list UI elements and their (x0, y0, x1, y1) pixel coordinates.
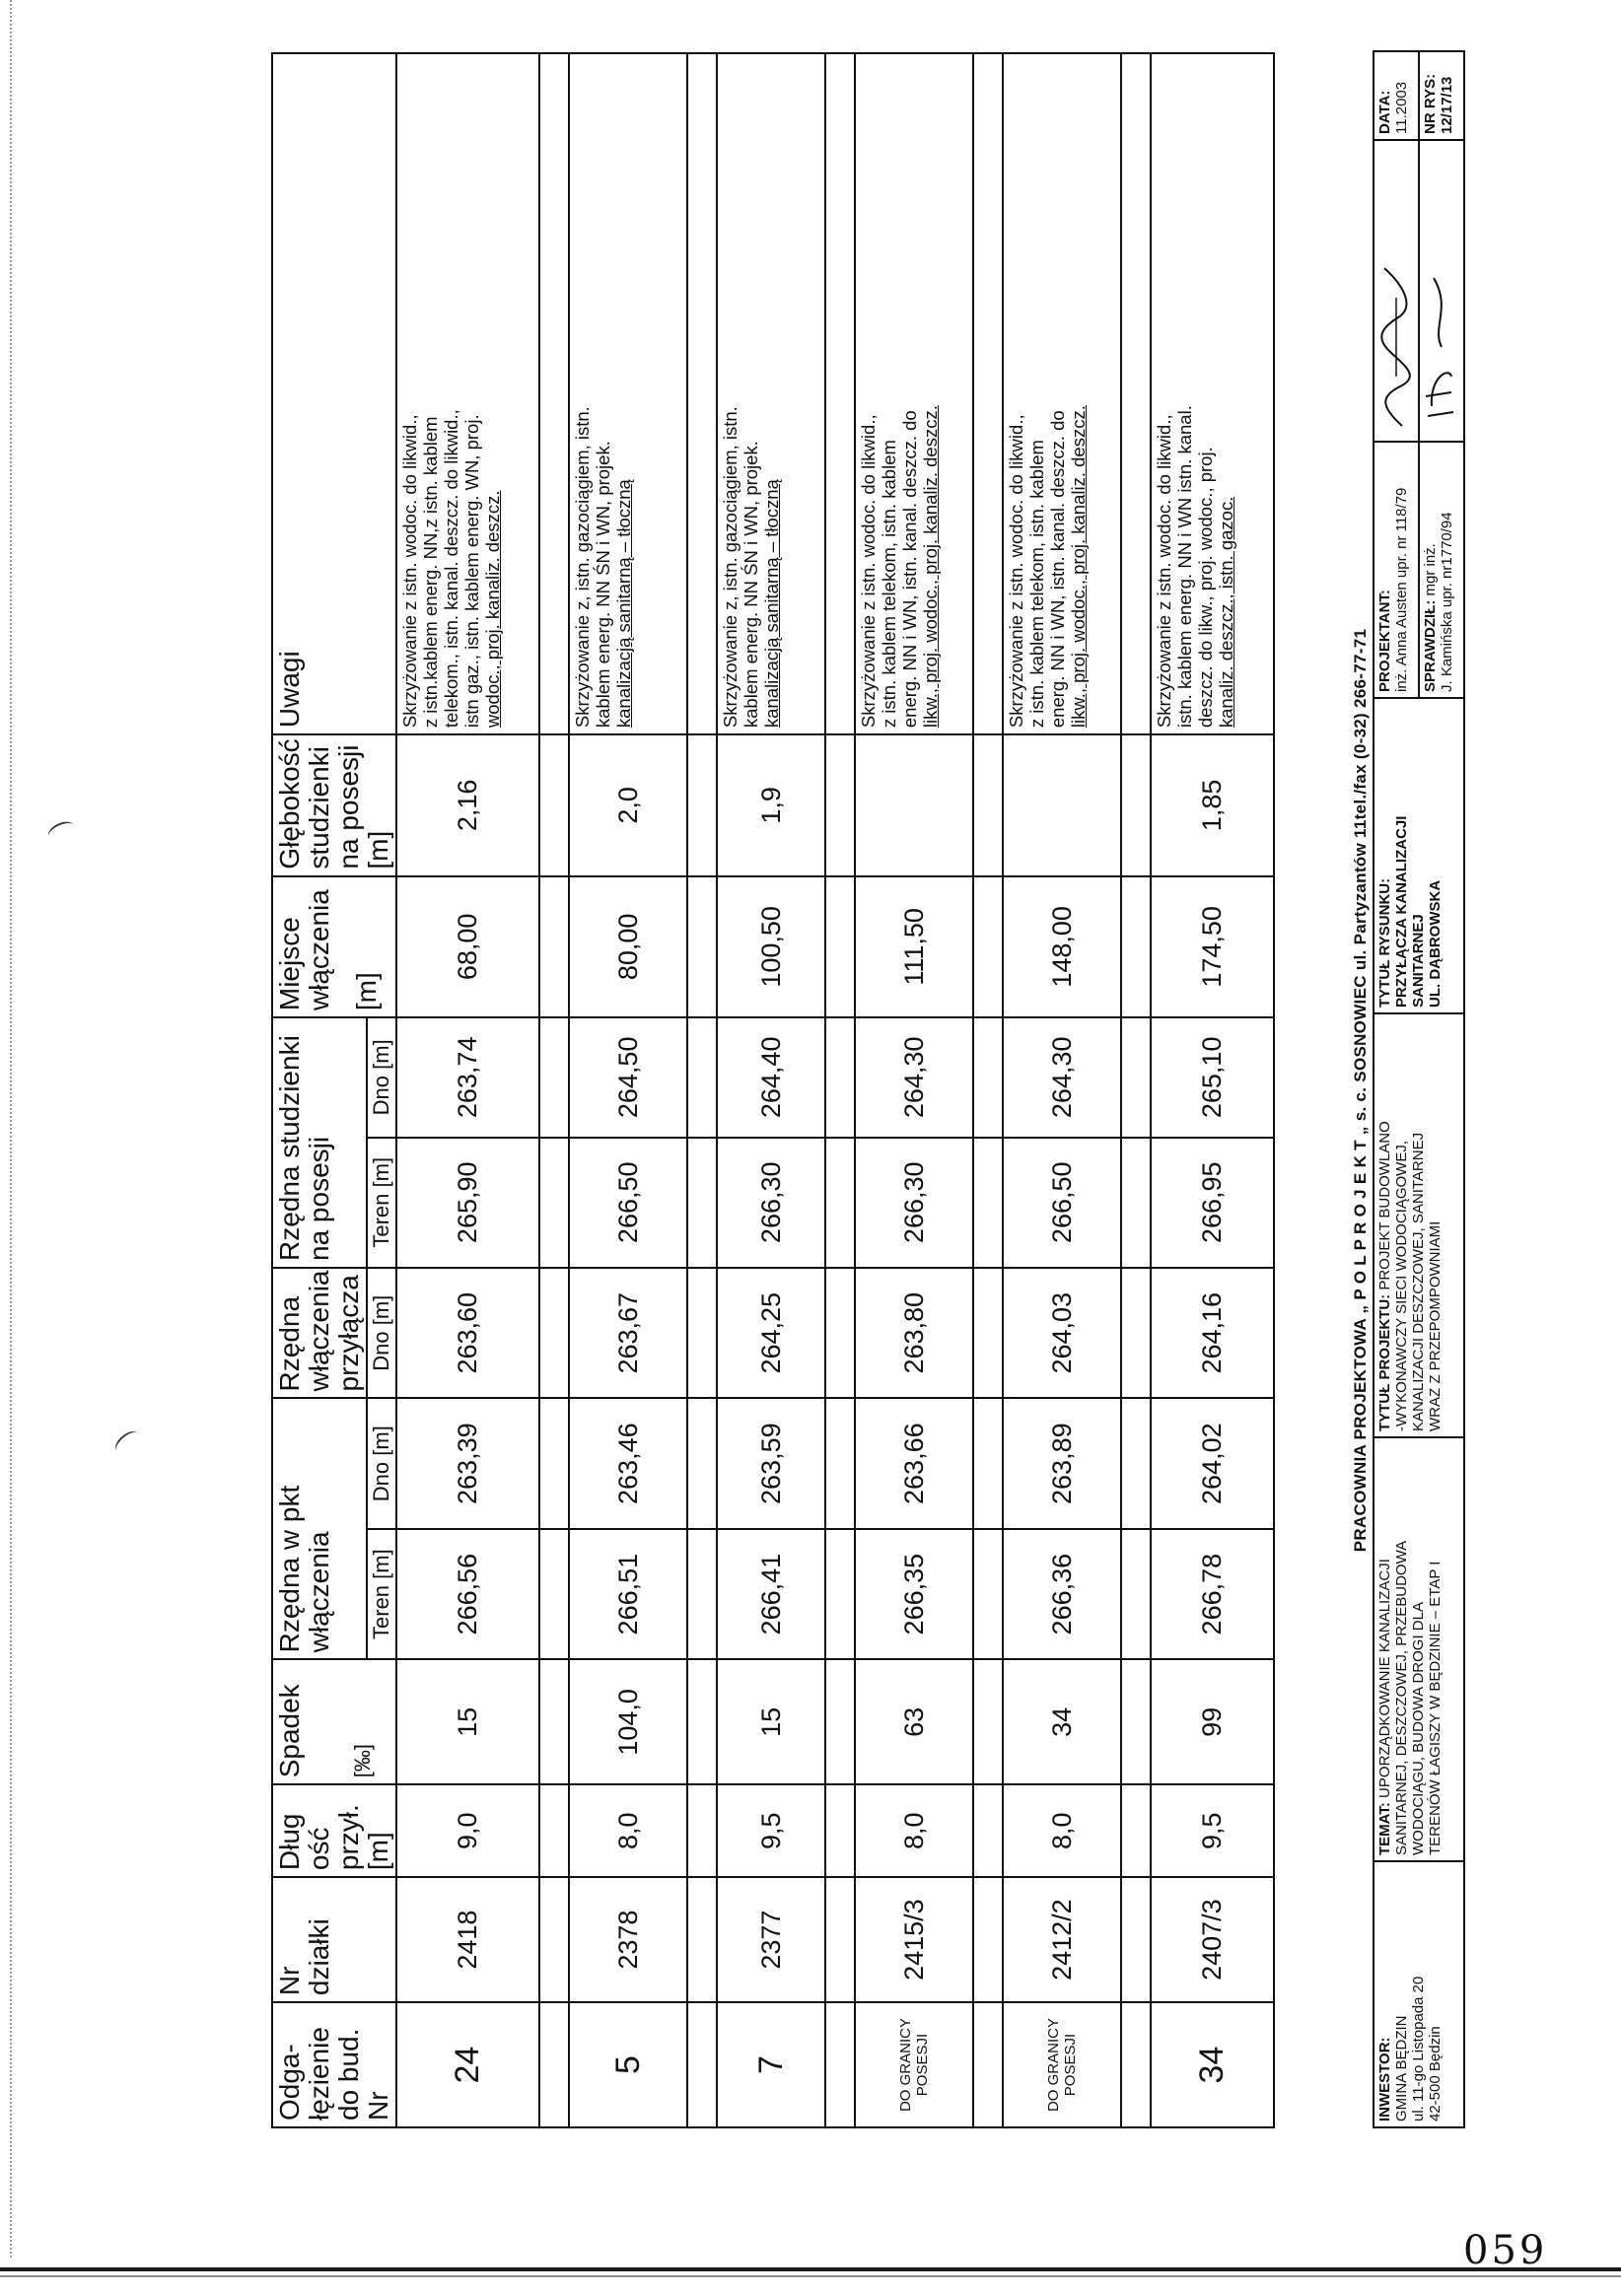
cell-miejsce: 174,50 (1151, 876, 1274, 1018)
cell-uwagi (1003, 53, 1121, 734)
cell-dlugosc: 9,5 (1151, 1784, 1274, 1877)
designer-signature-cell (1374, 140, 1419, 442)
cell-miejsce: 111,50 (855, 876, 973, 1018)
cell-glebokosc: 2,0 (569, 734, 687, 876)
title-block-row (1374, 51, 1419, 2127)
cell-teren-pkt: 266,78 (1151, 1529, 1274, 1659)
row-divider (539, 53, 569, 2127)
cell-teren-studzienki: 266,50 (569, 1138, 687, 1268)
designer-signature (1376, 239, 1412, 436)
uwagi-line: kablem energ. NN ŚN i WN, projek. (593, 441, 613, 729)
uwagi-line: energ. NN i WN, istn. kanal. deszcz. do (899, 410, 920, 729)
table-row (855, 53, 973, 2127)
table-row (569, 53, 687, 2127)
cell-nr-dzialki: 2407/3 (1151, 1877, 1274, 2002)
cell-uwagi (569, 53, 687, 734)
cell-dlugosc: 9,5 (717, 1784, 825, 1877)
checker-signature (1422, 239, 1457, 436)
date-value: 11.2003 (1393, 81, 1410, 134)
uwagi-line: likw., proj. wodoc., proj. kanaliz. deszcz. (920, 405, 941, 729)
cell-spadek: 15 (717, 1659, 825, 1784)
cell-dno-pkt: 264,02 (1151, 1398, 1274, 1528)
designer-name: inż. Anna Austen upr. nr 118/79 (1393, 487, 1410, 692)
designer-label: PROJEKTANT: (1376, 590, 1393, 692)
uwagi-line: telekom., istn. kanal. deszcz. do likwid., (441, 409, 461, 729)
uwagi-line: z istn. kablem telekom, istn. kablem (1026, 440, 1047, 729)
cell-uwagi (855, 53, 973, 734)
cell-dno-pkt: 263,89 (1003, 1398, 1121, 1528)
subheader-dno-wlaczenia: Dno [m] (367, 1268, 396, 1398)
cell-spadek: 104,0 (569, 1659, 687, 1784)
uwagi-line: Skrzyżowanie z, istn. gazociągiem, istn. (720, 406, 740, 729)
cell-miejsce: 80,00 (569, 876, 687, 1018)
uwagi-line: Skrzyżowanie z, istn. gazociągiem, istn. (572, 406, 593, 729)
cell-odgalezienie: 34 (1151, 2002, 1274, 2127)
subject-cell (1374, 1437, 1464, 1861)
cell-miejsce: 100,50 (717, 876, 825, 1018)
subheader-teren-pkt: Teren [m] (367, 1529, 396, 1659)
header-rzedna-pkt: Rzędna w pkt włączenia (272, 1398, 367, 1659)
cell-miejsce: 148,00 (1003, 876, 1121, 1018)
table-row (717, 53, 825, 2127)
cell-dno-wlaczenia: 264,03 (1003, 1268, 1121, 1398)
drawing-title-line: UL. DĄBROWSKA (1427, 879, 1444, 1008)
cell-nr-dzialki: 2377 (717, 1877, 825, 2002)
checker-label: SPRAWDZIŁ: (1422, 599, 1439, 692)
subject-line: UPORZĄDKOWANIE KANALIZACJI (1376, 1559, 1393, 1798)
row-divider (825, 53, 855, 2127)
checker-signature-cell (1419, 140, 1464, 442)
cell-spadek: 99 (1151, 1659, 1274, 1784)
uwagi-line: istn gaz., istn. kablem energ. WN, proj. (461, 414, 482, 729)
project-title-line: WRAZ Z PRZEPOMPOWNIAMI (1427, 1220, 1444, 1431)
cell-teren-pkt: 266,36 (1003, 1529, 1121, 1659)
checker-line: J. Kamińska upr. nr1770/94 (1439, 512, 1455, 692)
design-office-line: PRACOWNIA PROJEKTOWA „ P O L P R O J E K T „ s. c. SOSNOWIEC ul. Partyzantów 11tel./fax (0-32) 266-77-71 (1351, 628, 1370, 1553)
cell-teren-studzienki: 266,50 (1003, 1138, 1121, 1268)
cell-dlugosc: 8,0 (855, 1784, 973, 1877)
header-dlugosc: Dług ość przył. [m] (272, 1784, 396, 1877)
row-divider (973, 53, 1003, 2127)
cell-nr-dzialki: 2418 (396, 1877, 539, 2002)
table-row (1003, 53, 1121, 2127)
uwagi-line: energ. NN i WN, istn. kanal. deszcz. do (1047, 410, 1068, 729)
checker-cell (1419, 442, 1464, 698)
drawing-number-cell (1419, 51, 1464, 140)
cell-dno-studzienki: 265,10 (1151, 1017, 1274, 1137)
header-rzedna-wlaczenia: Rzędna włączenia przyłącza (272, 1268, 367, 1398)
cell-glebokosc (1003, 734, 1121, 876)
cell-dno-wlaczenia: 263,67 (569, 1268, 687, 1398)
investor-line: ul. 11-go Listopada 20 (1410, 1976, 1427, 2122)
header-row (272, 53, 367, 2127)
uwagi-line: deszcz. do likw., proj. wodoc., proj. (1195, 447, 1216, 729)
drawing-title-line: SANITARNEJ (1410, 914, 1427, 1008)
cell-teren-studzienki: 265,90 (396, 1138, 539, 1268)
project-title-label: TYTUŁ PROJEKTU: (1376, 1293, 1393, 1431)
cell-odgalezienie: DO GRANICY POSESJI (855, 2002, 973, 2127)
subheader-dno-pkt: Dno [m] (367, 1398, 396, 1528)
uwagi-line: kablem energ. NN ŚN i WN, projek. (740, 441, 761, 729)
uwagi-line: wodoc., proj. kanaliz. deszcz. (482, 490, 503, 729)
uwagi-line: Skrzyżowanie z istn. wodoc. do likwid., (858, 414, 879, 729)
cell-teren-studzienki: 266,30 (717, 1138, 825, 1268)
drawing-number-label: NR RYS: (1422, 73, 1439, 134)
cell-dno-studzienki: 263,74 (396, 1017, 539, 1137)
header-spadek (272, 1659, 396, 1784)
row-divider (1121, 53, 1151, 2127)
cell-dno-studzienki: 264,30 (855, 1017, 973, 1137)
cell-odgalezienie: 24 (396, 2002, 539, 2127)
cell-uwagi (1151, 53, 1274, 734)
cell-glebokosc (855, 734, 973, 876)
project-title-line: PROJEKT BUDOWLANO (1376, 1121, 1393, 1290)
subject-label: TEMAT: (1376, 1802, 1393, 1855)
uwagi-line: Skrzyżowanie z istn. wodoc. do likwid., (1006, 414, 1026, 729)
investor-line: 42-500 Będzin (1427, 2026, 1444, 2122)
investor-line: GMINA BĘDZIN (1393, 2015, 1410, 2122)
date-cell (1374, 51, 1419, 140)
header-spadek-unit: [‰] (350, 1744, 375, 1778)
uwagi-line: istn. kablem energ. NN i WN istn. kanal. (1174, 405, 1195, 729)
connections-table (271, 52, 1275, 2128)
subject-line: SANITARNEJ, DESZCZOWEJ, PRZEBUDOWA (1393, 1540, 1410, 1855)
investor-cell (1374, 1861, 1464, 2127)
cell-dno-pkt: 263,39 (396, 1398, 539, 1528)
cell-uwagi (396, 53, 539, 734)
drawing-title-cell (1374, 698, 1464, 1013)
document-sheet (271, 52, 1504, 2128)
drawing-title-label: TYTUŁ RYSUNKU: (1376, 877, 1393, 1008)
table-row (1151, 53, 1274, 2127)
cell-dno-pkt: 263,46 (569, 1398, 687, 1528)
uwagi-line: z istn.kablem energ. NN,z istn. kablem (420, 416, 441, 729)
cell-dno-wlaczenia: 264,16 (1151, 1268, 1274, 1398)
cell-spadek: 15 (396, 1659, 539, 1784)
cell-teren-studzienki: 266,95 (1151, 1138, 1274, 1268)
uwagi-line: kanalizacją sanitarną – tłoczną (613, 479, 634, 729)
cell-odgalezienie: 5 (569, 2002, 687, 2127)
cell-dlugosc: 8,0 (569, 1784, 687, 1877)
row-divider (687, 53, 717, 2127)
cell-glebokosc: 2,16 (396, 734, 539, 876)
cell-spadek: 63 (855, 1659, 973, 1784)
subheader-teren-studzienki: Teren [m] (367, 1138, 396, 1268)
cell-miejsce: 68,00 (396, 876, 539, 1018)
uwagi-line: z istn. kablem telekom, istn. kablem (879, 440, 899, 729)
drawing-title-line: PRZYŁĄCZA KANALIZACJI (1393, 815, 1410, 1008)
header-miejsce-label: Miejsce włączenia (274, 889, 334, 1011)
header-miejsce (272, 876, 396, 1018)
cell-nr-dzialki: 2412/2 (1003, 1877, 1121, 2002)
title-block (1351, 52, 1465, 2128)
cell-dno-pkt: 263,66 (855, 1398, 973, 1528)
header-uwagi: Uwagi (272, 53, 396, 734)
project-title-cell (1374, 1013, 1464, 1437)
drawing-number-value: 12/17/13 (1439, 76, 1455, 134)
cell-dno-wlaczenia: 264,25 (717, 1268, 825, 1398)
uwagi-line: Skrzyżowanie z istn. wodoc. do likwid., (1154, 414, 1174, 729)
uwagi-line: kanaliz. deszcz., istn. gazoc. (1216, 496, 1236, 729)
checker-line: mgr inż. (1422, 543, 1439, 596)
cell-dno-pkt: 263,59 (717, 1398, 825, 1528)
header-odgalezienie: Odga-łęzienie do bud. Nr (272, 2002, 396, 2127)
designer-cell (1374, 442, 1419, 698)
subheader-dno-studzienki: Dno [m] (367, 1017, 396, 1137)
header-miejsce-unit: [m] (351, 972, 382, 1011)
table-row (396, 53, 539, 2127)
investor-label: INWESTOR: (1376, 2037, 1393, 2122)
cell-teren-pkt: 266,56 (396, 1529, 539, 1659)
title-block-table (1373, 50, 1465, 2128)
cell-glebokosc: 1,85 (1151, 734, 1274, 876)
subject-line: TERENÓW ŁAGISZY W BĘDZINIE – ETAP I (1427, 1561, 1444, 1855)
cell-dno-studzienki: 264,40 (717, 1017, 825, 1137)
subject-line: WODOCIĄGU, BUDOWA DROGI DLA (1410, 1602, 1427, 1855)
cell-dlugosc: 8,0 (1003, 1784, 1121, 1877)
cell-uwagi (717, 53, 825, 734)
cell-teren-studzienki: 266,30 (855, 1138, 973, 1268)
cell-teren-pkt: 266,41 (717, 1529, 825, 1659)
cell-dlugosc: 9,0 (396, 1784, 539, 1877)
page-number: 059 (1463, 2228, 1548, 2273)
project-title-line: -WYKONAWCZY SIECI WODOCIĄGOWEJ, (1393, 1140, 1410, 1431)
cell-dno-studzienki: 264,30 (1003, 1017, 1121, 1137)
uwagi-line: likw., proj. wodoc., proj. kanaliz. deszcz. (1068, 405, 1089, 729)
cell-spadek: 34 (1003, 1659, 1121, 1784)
cell-dno-wlaczenia: 263,60 (396, 1268, 539, 1398)
cell-nr-dzialki: 2415/3 (855, 1877, 973, 2002)
uwagi-line: Skrzyżowanie z istn. wodoc. do likwid., (399, 414, 420, 729)
cell-dno-studzienki: 264,50 (569, 1017, 687, 1137)
project-title-line: KANALIZACJI DESZCZOWEJ, SANITARNEJ (1410, 1132, 1427, 1431)
header-rzedna-studzienki: Rzędna studzienki na posesji (272, 1017, 367, 1268)
cell-teren-pkt: 266,35 (855, 1529, 973, 1659)
uwagi-line: kanalizacją sanitarną – tłoczną (761, 479, 782, 729)
header-glebokosc: Głębokość studzienki na posesji [m] (272, 734, 396, 876)
cell-dno-wlaczenia: 263,80 (855, 1268, 973, 1398)
header-spadek-label: Spadek (274, 1684, 305, 1778)
header-nr-dzialki: Nr działki (272, 1877, 396, 2002)
cell-odgalezienie: 7 (717, 2002, 825, 2127)
cell-teren-pkt: 266,51 (569, 1529, 687, 1659)
cell-odgalezienie: DO GRANICY POSESJI (1003, 2002, 1121, 2127)
cell-nr-dzialki: 2378 (569, 1877, 687, 2002)
date-label: DATA: (1376, 90, 1393, 134)
cell-glebokosc: 1,9 (717, 734, 825, 876)
